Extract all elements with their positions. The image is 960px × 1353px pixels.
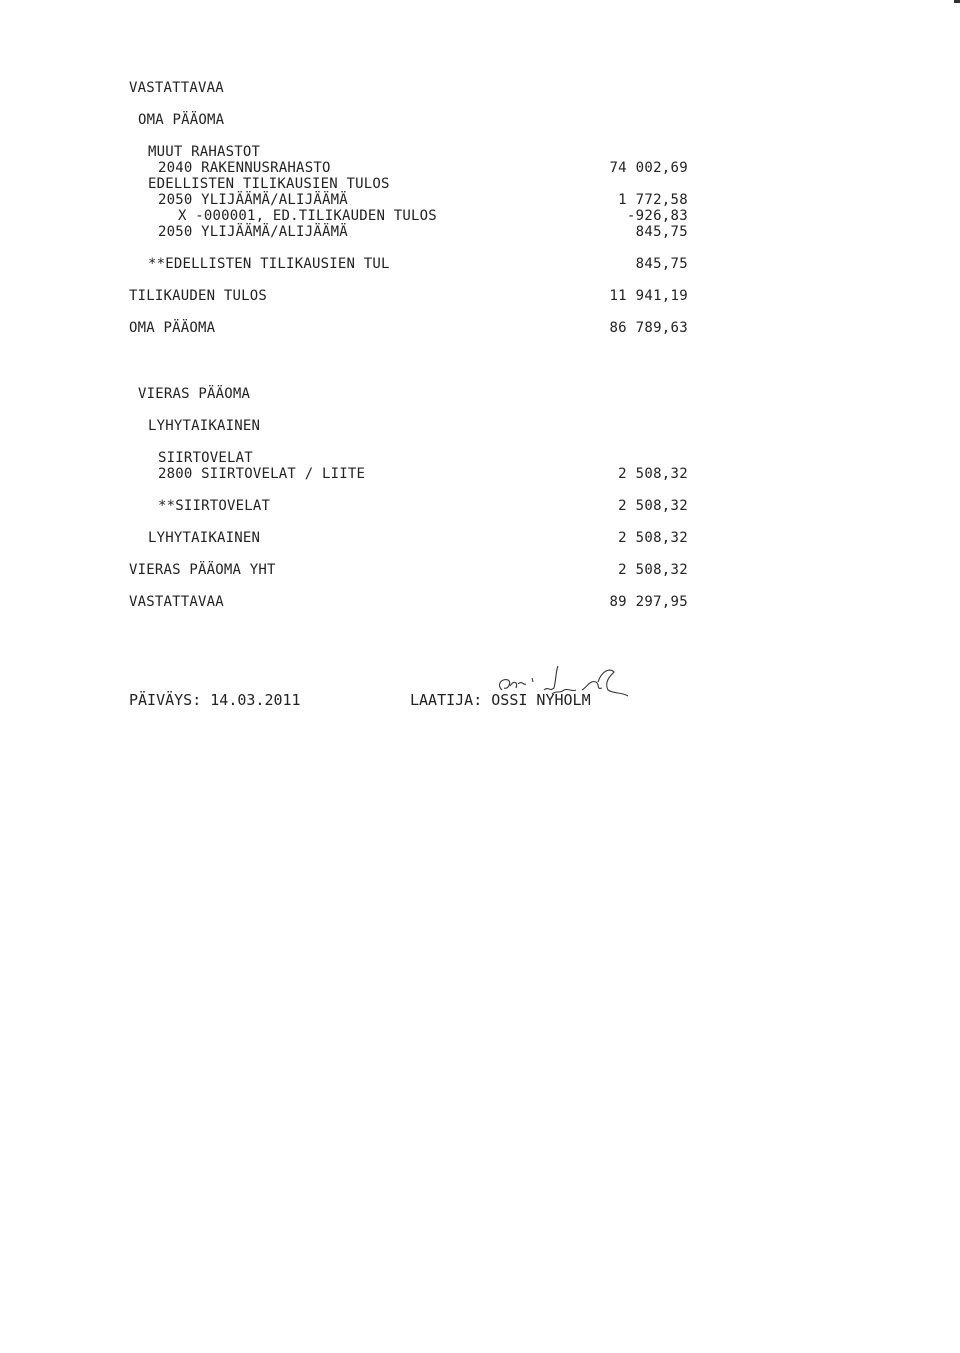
- equity-total-label: OMA PÄÄOMA: [129, 320, 216, 336]
- equity-row-label: EDELLISTEN TILIKAUSIEN TULOS: [148, 176, 390, 192]
- author-label: LAATIJA: OSSI NYHOLM: [410, 691, 591, 709]
- equity-row-amount: 74 002,69: [609, 160, 688, 176]
- short-term-heading: LYHYTAIKAINEN: [148, 418, 261, 434]
- equity-row-label: 2050 YLIJÄÄMÄ/ALIJÄÄMÄ: [158, 192, 348, 208]
- short-term-total-label: LYHYTAIKAINEN: [148, 530, 261, 546]
- prev-results-total-label: **EDELLISTEN TILIKAUSIEN TUL: [148, 256, 390, 272]
- grand-total-amount: 89 297,95: [609, 594, 688, 610]
- other-funds-heading: MUUT RAHASTOT: [148, 144, 261, 160]
- period-result-amount: 11 941,19: [609, 288, 688, 304]
- accruals-row-label: 2800 SIIRTOVELAT / LIITE: [158, 466, 366, 482]
- prev-results-total-amount: 845,75: [635, 256, 688, 272]
- equity-row-amount: 845,75: [635, 224, 688, 240]
- equity-row-label: 2050 YLIJÄÄMÄ/ALIJÄÄMÄ: [158, 224, 348, 240]
- liabilities-total-label: VIERAS PÄÄOMA YHT: [129, 562, 276, 578]
- accruals-total-amount: 2 508,32: [618, 498, 688, 514]
- short-term-total-amount: 2 508,32: [618, 530, 688, 546]
- equity-row-label: 2040 RAKENNUSRAHASTO: [158, 160, 331, 176]
- date-label: PÄIVÄYS: 14.03.2011: [129, 691, 301, 709]
- equity-heading: OMA PÄÄOMA: [138, 112, 225, 128]
- liabilities-total-amount: 2 508,32: [618, 562, 688, 578]
- equity-total-amount: 86 789,63: [609, 320, 688, 336]
- period-result-label: TILIKAUDEN TULOS: [129, 288, 268, 304]
- equity-row-label: X -000001, ED.TILIKAUDEN TULOS: [178, 208, 437, 224]
- accruals-total-label: **SIIRTOVELAT: [158, 498, 271, 514]
- liabilities-heading: VIERAS PÄÄOMA: [138, 386, 251, 402]
- handwritten-signature: [492, 660, 632, 710]
- accruals-heading: SIIRTOVELAT: [158, 450, 253, 466]
- accruals-row-amount: 2 508,32: [618, 466, 688, 482]
- equity-row-amount: 1 772,58: [618, 192, 688, 208]
- scan-corner-mark: [954, 0, 960, 3]
- page-title: VASTATTAVAA: [129, 80, 224, 96]
- equity-row-amount: -926,83: [626, 208, 688, 224]
- grand-total-label: VASTATTAVAA: [129, 594, 224, 610]
